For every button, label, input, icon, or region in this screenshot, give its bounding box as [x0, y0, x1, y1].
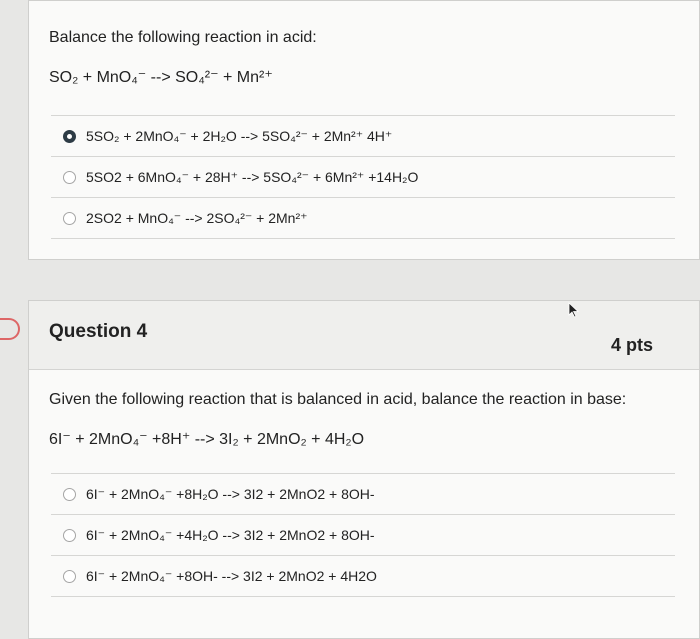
question-3-answer-list — [51, 115, 675, 239]
q3-answer-1[interactable] — [51, 115, 675, 156]
question-4-header — [29, 301, 699, 370]
radio-icon[interactable] — [63, 529, 76, 542]
question-flag-icon[interactable] — [0, 318, 20, 340]
question-4-points: 4 pts — [610, 335, 653, 355]
q3-answer-2-label: 5SO2 + 6MnO₄⁻ + 28H⁺ --> 5SO₄²⁻ + 6Mn²⁺ +14H₂O — [86, 168, 419, 185]
radio-icon[interactable] — [63, 171, 76, 184]
q3-answer-3[interactable] — [51, 197, 675, 239]
q3-answer-2[interactable] — [51, 156, 675, 197]
question-3-prompt: Balance the following reaction in acid: — [49, 29, 317, 46]
question-4-answer-list — [51, 473, 675, 597]
question-3-card — [28, 0, 700, 260]
q3-answer-3-label: 2SO2 + MnO₄⁻ --> 2SO₄²⁻ + 2Mn²⁺ — [86, 209, 308, 226]
radio-icon[interactable] — [63, 570, 76, 583]
q4-answer-3-label: 6I⁻ + 2MnO₄⁻ +8OH- --> 3I2 + 2MnO2 + 4H2O — [86, 567, 377, 584]
q4-answer-1-label: 6I⁻ + 2MnO₄⁻ +8H₂O --> 3I2 + 2MnO2 + 8OH- — [86, 485, 375, 502]
q4-answer-2-label: 6I⁻ + 2MnO₄⁻ +4H₂O --> 3I2 + 2MnO2 + 8OH- — [86, 526, 375, 543]
q4-answer-3[interactable] — [51, 555, 675, 597]
mouse-cursor-icon — [568, 302, 580, 318]
q3-answer-1-label: 5SO₂ + 2MnO₄⁻ + 2H₂O --> 5SO₄²⁻ + 2Mn²⁺ 4H⁺ — [86, 127, 393, 144]
question-3-equation: SO₂ + MnO₄⁻ --> SO₄²⁻ + Mn²⁺ — [49, 69, 273, 86]
q4-answer-2[interactable] — [51, 514, 675, 555]
q4-answer-1[interactable] — [51, 473, 675, 514]
question-4-title: Question 4 — [49, 321, 148, 342]
radio-icon[interactable] — [63, 212, 76, 225]
question-4-card — [28, 300, 700, 639]
question-4-prompt: Given the following reaction that is balanced in acid, balance the reaction in base: — [49, 391, 627, 408]
question-4-equation: 6I⁻ + 2MnO₄⁻ +8H⁺ --> 3I₂ + 2MnO₂ + 4H₂O — [49, 431, 365, 448]
radio-icon[interactable] — [63, 488, 76, 501]
radio-selected-icon[interactable] — [63, 130, 76, 143]
